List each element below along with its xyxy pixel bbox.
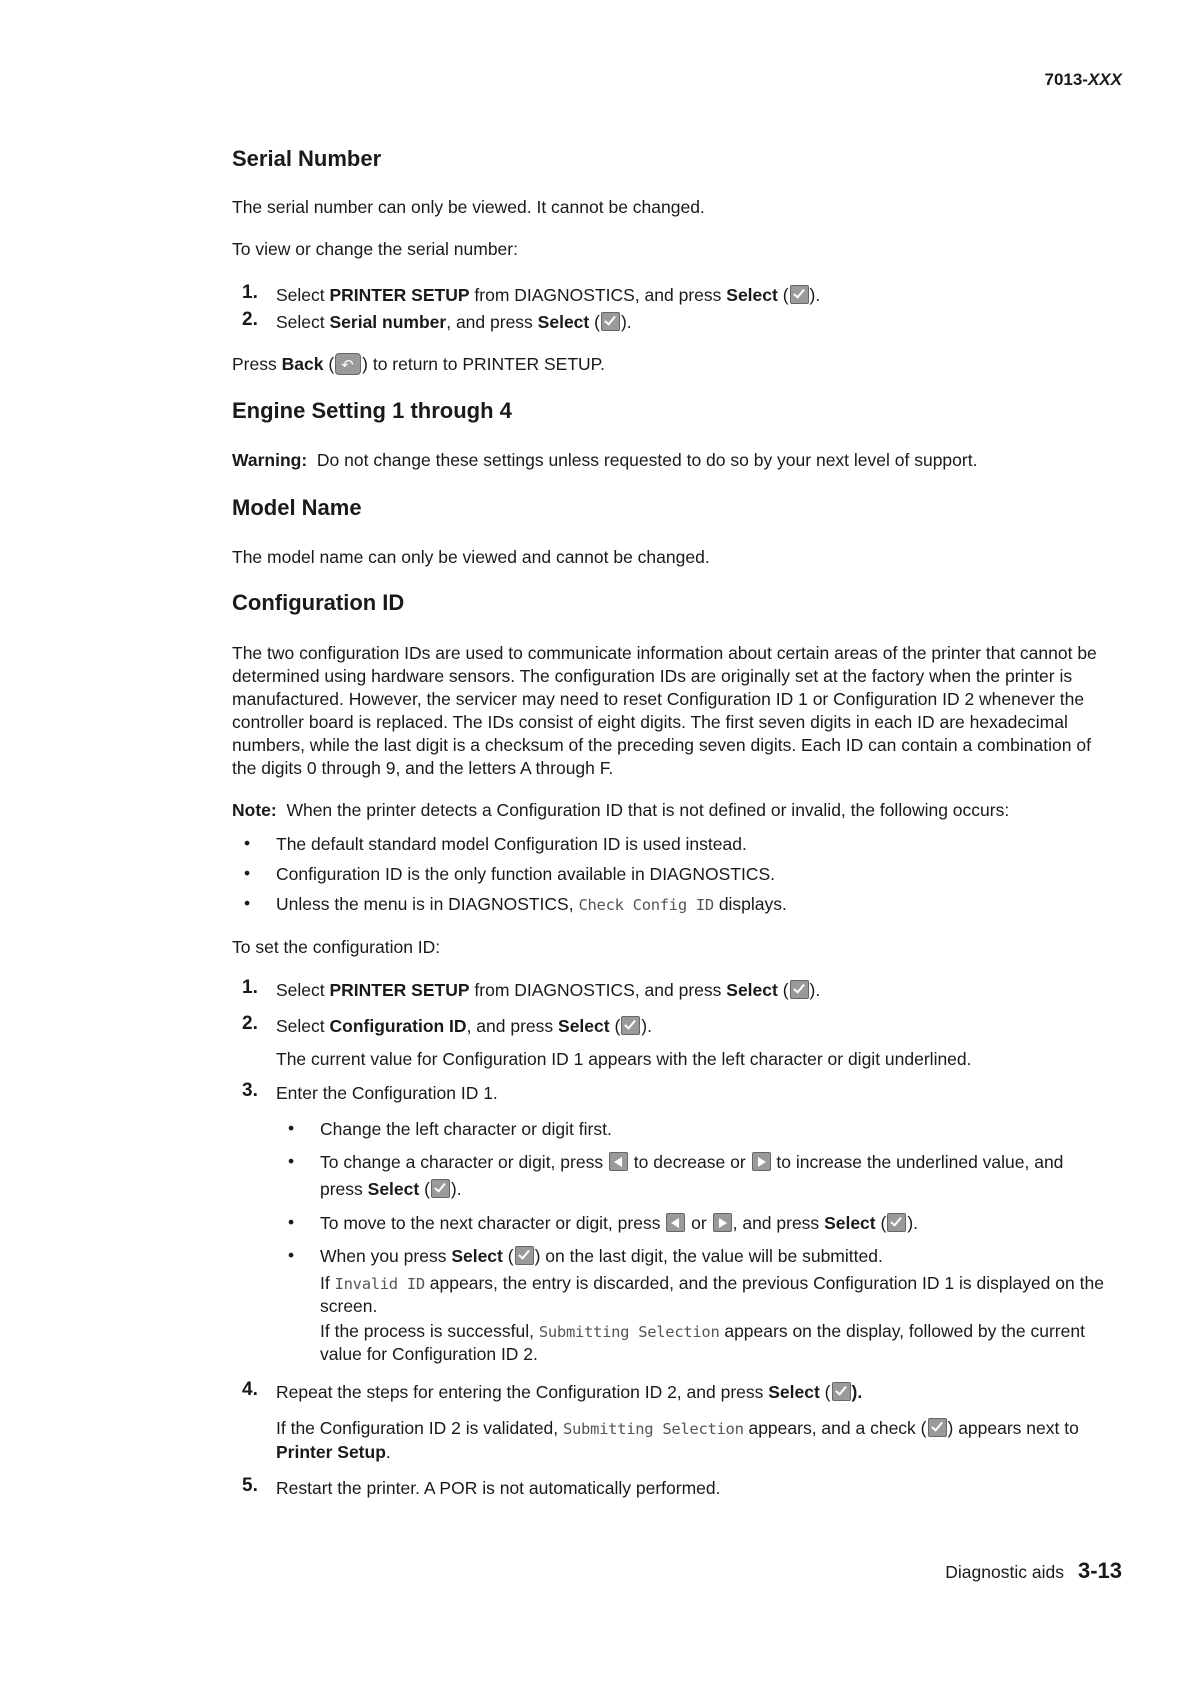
check-icon (515, 1246, 534, 1265)
config-step-4-sub: If the Configuration ID 2 is validated, Submitting Selection appears, and a check ( ) appears next to (276, 1418, 1079, 1438)
serial-back-instruction: Press Back (↶ ) to return to PRINTER SETUP. (232, 353, 1122, 376)
sub-bullet-1: Change the left character or digit first. (320, 1119, 612, 1139)
success-line: If the process is successful, Submitting Selection appears on the display, followed by the current (320, 1321, 1085, 1341)
serial-paragraph-2: To view or change the serial number: (232, 239, 518, 259)
back-icon (335, 353, 361, 375)
right-arrow-icon (752, 1152, 771, 1171)
serial-paragraph-1: The serial number can only be viewed. It cannot be changed. (232, 197, 705, 217)
configuration-id-heading: Configuration ID (232, 590, 405, 615)
config-step-2-sub: The current value for Configuration ID 1 appears with the left character or digit underlined. (276, 1049, 972, 1069)
check-icon (790, 980, 809, 999)
sub-bullet-3: To move to the next character or digit, press or , and press Select ( ). (320, 1213, 919, 1233)
sub-bullet-2-cont: press Select ( ). (320, 1179, 462, 1199)
bullet: • (288, 1212, 295, 1232)
left-arrow-icon (609, 1152, 628, 1171)
bullet: • (244, 833, 251, 853)
model-paragraph: The model name can only be viewed and cannot be changed. (232, 547, 710, 567)
invalid-id-line: If Invalid ID appears, the entry is discarded, and the previous Configuration ID 1 is displayed on the (320, 1273, 1104, 1293)
config-step-4-sub-cont: Printer Setup. (276, 1442, 391, 1462)
model-name-heading: Model Name (232, 495, 362, 520)
page-number: 3-13 (1077, 1558, 1122, 1583)
success-line-cont: value for Configuration ID 2. (320, 1344, 538, 1364)
engine-warning: Warning: Do not change these settings unless requested to do so by your next level of support. (232, 450, 978, 470)
right-arrow-icon (713, 1213, 732, 1232)
sub-bullet-4: When you press Select ( ) on the last digit, the value will be submitted. (320, 1246, 883, 1266)
note-bullet-2: Configuration ID is the only function available in DIAGNOSTICS. (276, 864, 775, 884)
left-arrow-icon (666, 1213, 685, 1232)
bullet: • (244, 863, 251, 883)
bullet: • (288, 1118, 295, 1138)
note-bullet-1: The default standard model Configuration ID is used instead. (276, 834, 747, 854)
page-header: 7013-XXX (1044, 70, 1122, 89)
check-icon (887, 1213, 906, 1232)
to-set-config: To set the configuration ID: (232, 937, 441, 957)
engine-setting-heading: Engine Setting 1 through 4 (232, 398, 512, 423)
note-bullet-3: Unless the menu is in DIAGNOSTICS, Check Config ID displays. (276, 894, 787, 914)
bullet: • (244, 893, 251, 913)
bullet: • (288, 1151, 295, 1171)
configuration-note: Note: When the printer detects a Configuration ID that is not defined or invalid, the following occurs: (232, 800, 1010, 820)
invalid-id-line-cont: screen. (320, 1296, 378, 1316)
page-footer: Diagnostic aids 3-13 (945, 1558, 1122, 1583)
sub-bullet-2: To change a character or digit, press to decrease or to increase the underlined value, and (320, 1152, 1064, 1172)
check-icon (431, 1179, 450, 1198)
check-icon (832, 1382, 851, 1401)
check-icon (601, 312, 620, 331)
check-icon (621, 1016, 640, 1035)
serial-number-heading: Serial Number (232, 146, 382, 171)
check-icon (928, 1418, 947, 1437)
check-icon (790, 285, 809, 304)
bullet: • (288, 1245, 295, 1265)
